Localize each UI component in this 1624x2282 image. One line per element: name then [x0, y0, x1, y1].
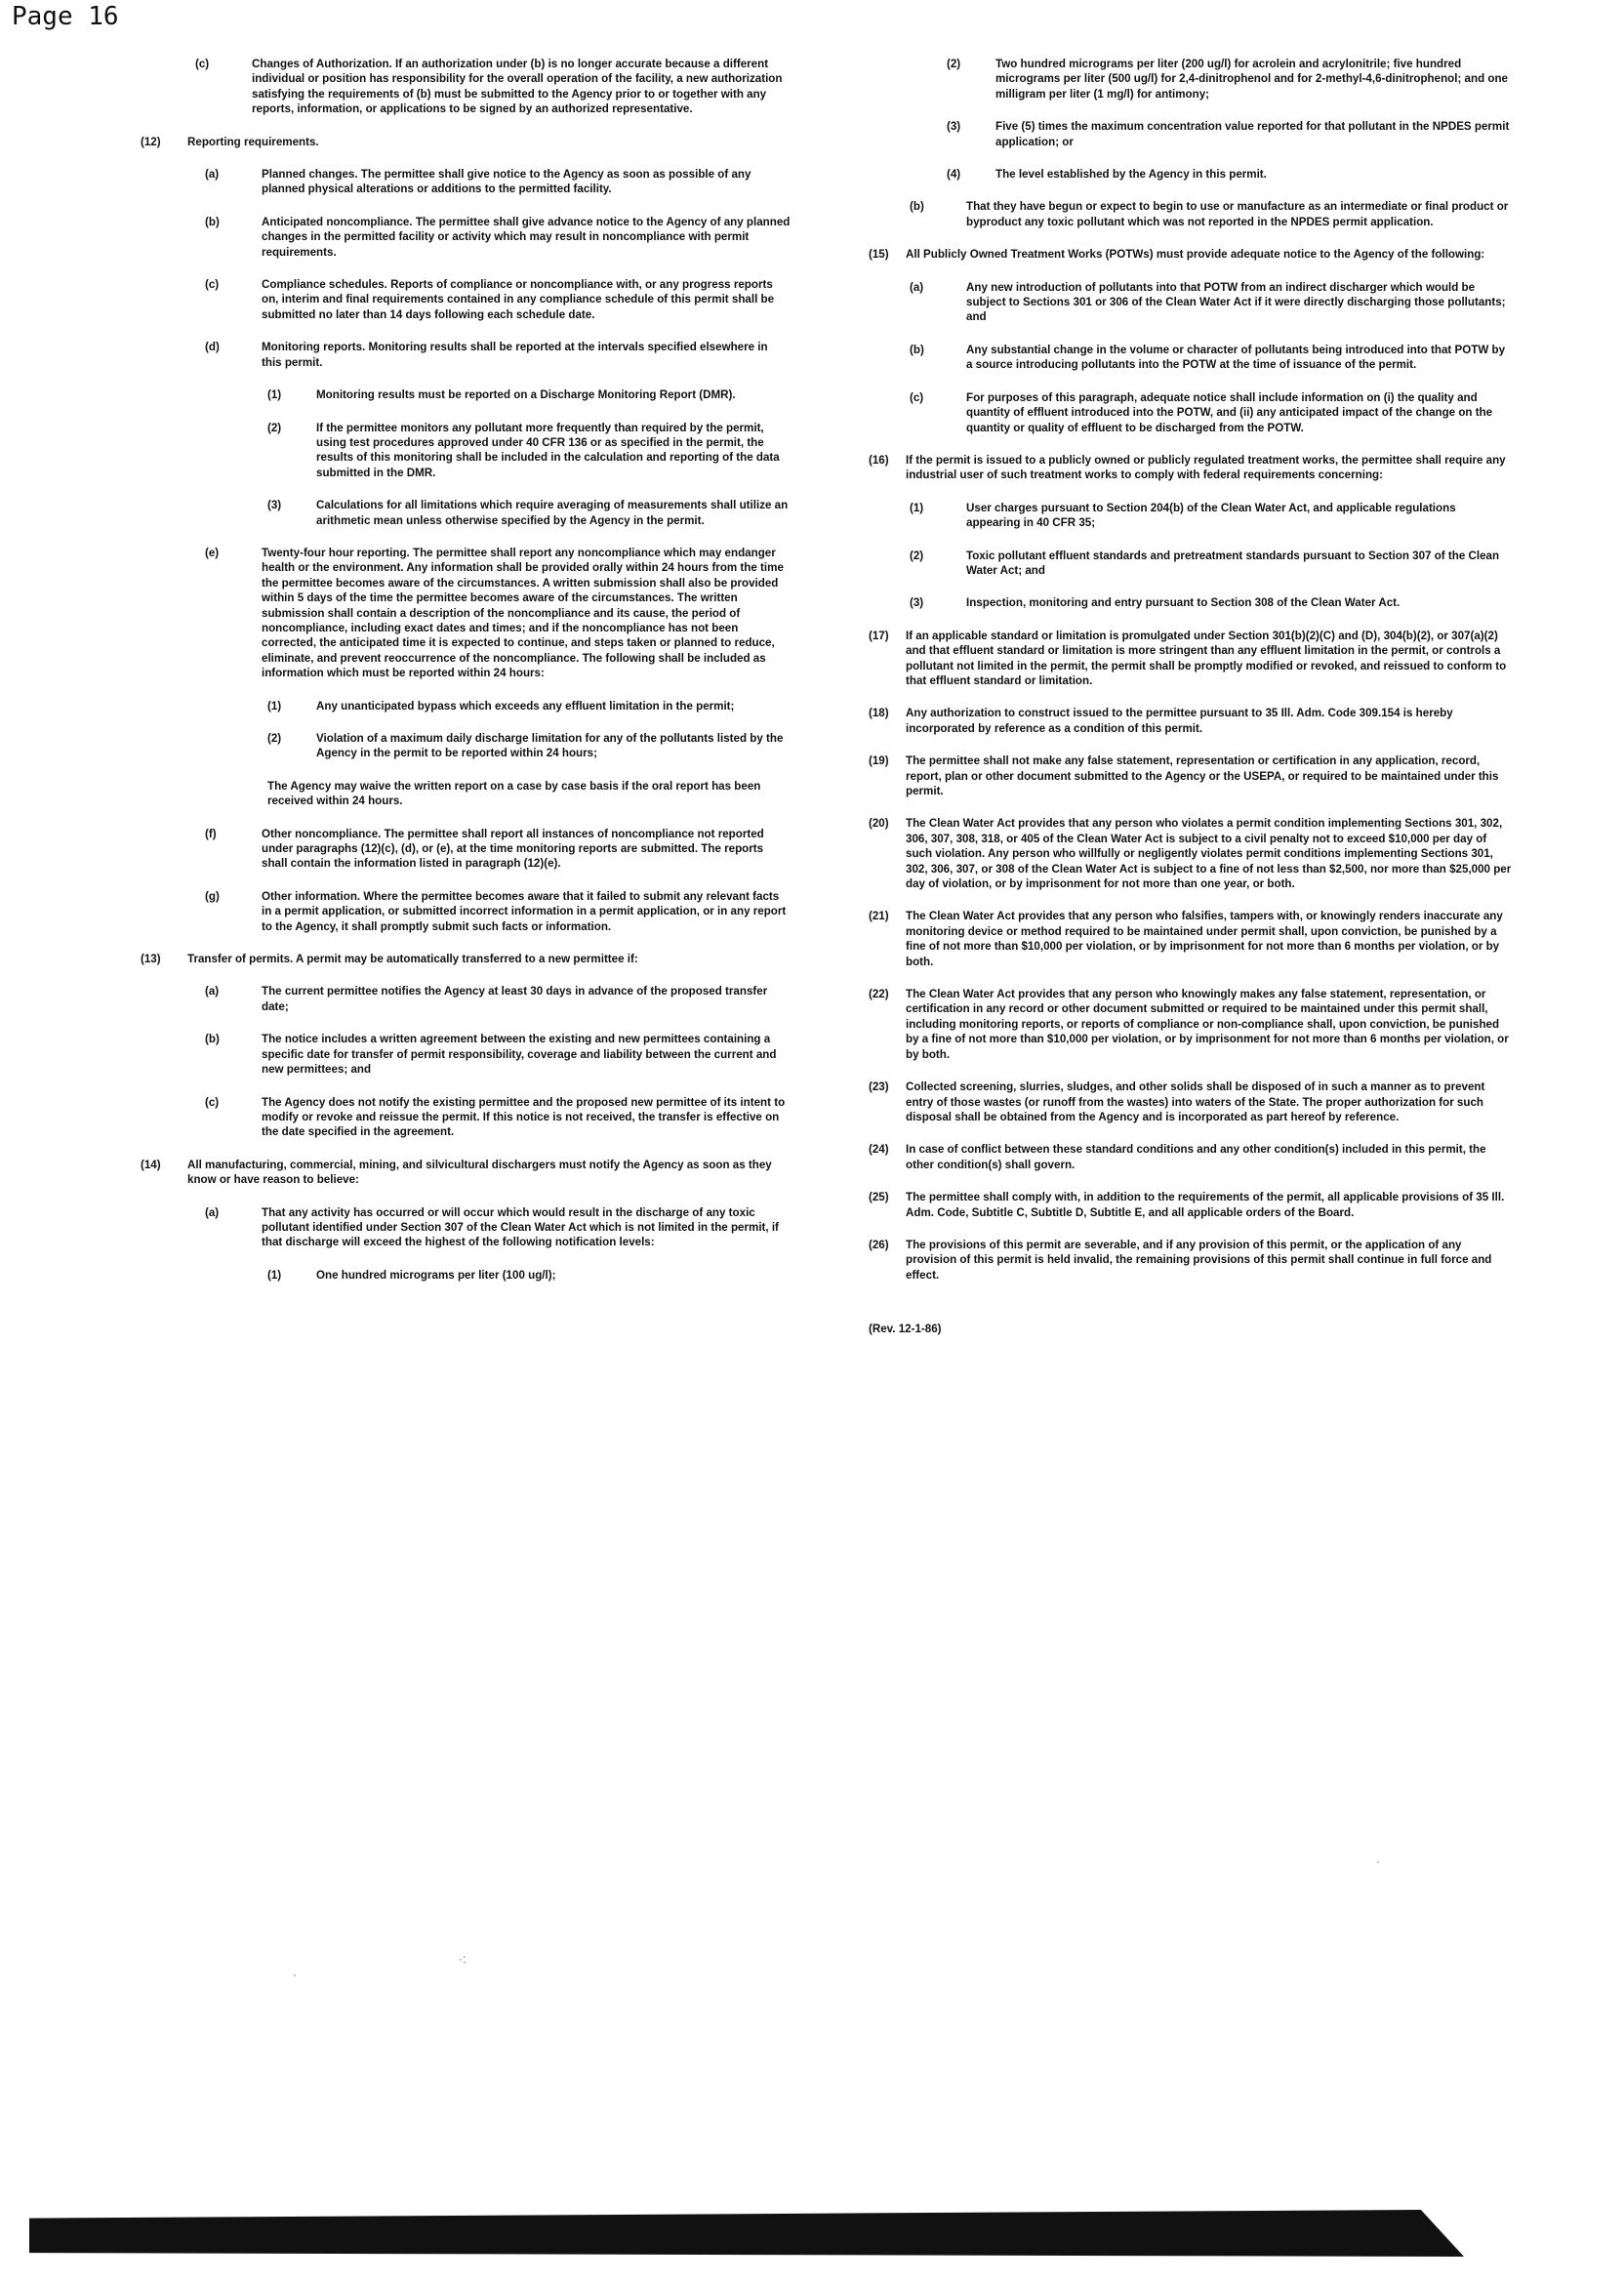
scan-speck: ·:	[459, 1952, 467, 1966]
section-12	[141, 135, 791, 149]
item-text: Any substantial change in the volume or character of pollutants being introduced into that POTW by a source introducing pollutants into the POTW at the time of issuance of the permit.	[966, 343, 1506, 372]
item-number: (3)	[267, 499, 282, 512]
item-text: In case of conflict between these standard conditions and any other condition(s) included in this permit, the other condition(s) shall govern.	[906, 1143, 1486, 1171]
item-number: (c)	[205, 278, 220, 292]
paragraph-12d	[205, 340, 791, 370]
item-number: (b)	[205, 215, 220, 228]
paragraph-13a	[205, 984, 791, 1014]
item-text: If the permittee monitors any pollutant more frequently than required by the permit, using test procedures approved under 40 CFR 136 or as specified in the permit, the results of this monitoring shall be included in the calculation and reporting of the data submitted in the DMR.	[316, 421, 780, 479]
item-number: (22)	[869, 988, 889, 1001]
paragraph-16-1	[910, 501, 1513, 531]
item-number: (25)	[869, 1191, 889, 1204]
item-text: Anticipated noncompliance. The permittee shall give advance notice to the Agency of any planned changes in the permitted facility or activity which may result in noncompliance with permit requirements.	[262, 215, 791, 259]
item-text: The Agency does not notify the existing permittee and the proposed new permittee of its intent to modify or revoke and reissue the permit. If this notice is not received, the transfer is effective on the date specified in the agreement.	[262, 1095, 786, 1139]
section-15	[869, 247, 1513, 262]
item-number: (b)	[910, 200, 924, 214]
paragraph-15a	[910, 280, 1513, 325]
paragraph-14a3	[947, 119, 1513, 149]
item-number: (2)	[947, 58, 961, 70]
item-number: (17)	[869, 629, 889, 642]
item-number: (2)	[910, 549, 924, 562]
paragraph-12d2	[267, 421, 791, 481]
item-text: Monitoring results must be reported on a Discharge Monitoring Report (DMR).	[316, 388, 736, 402]
item-text: The Clean Water Act provides that any person who violates a permit condition implementing Sections 301, 302, 306, 307, 308, 318, or 405 of the Clean Water Act is subject to a civil penalty not to exceed $10,000 per day of such violation. Any person who willfully or negligently violates permit conditions implementing Sections 301, 302, 306, 307, or 308 of the Clean Water Act is subject to a fine of not less than $2,500, nor more than $25,000 per day of violation, or by imprisonment for not more than one year, or both.	[906, 817, 1512, 891]
paragraph-14a2	[947, 57, 1513, 102]
item-number: (3)	[947, 120, 961, 134]
scan-speck: ·	[1376, 1854, 1380, 1868]
item-text: Two hundred micrograms per liter (200 ug/l) for acrolein and acrylonitrile; five hundred micrograms per liter (500 ug/l) for 2,4-dinitrophenol and for 2-methyl-4,6-dinitrophenol; and one milligram per liter (1 mg/l) for antimony;	[995, 58, 1508, 101]
item-text: Any authorization to construct issued to the permittee pursuant to 35 Ill. Adm. Code 309.154 is hereby incorporated by reference as a condition of this permit.	[906, 707, 1453, 735]
paragraph-16-2	[910, 549, 1513, 579]
item-number: (1)	[267, 699, 282, 713]
section-26	[869, 1238, 1513, 1283]
item-number: (14)	[141, 1158, 161, 1171]
item-number: (1)	[267, 388, 282, 402]
item-text: The current permittee notifies the Agency at least 30 days in advance of the proposed transfer date;	[262, 985, 768, 1013]
item-text: Other information. Where the permittee becomes aware that it failed to submit any relevant facts in a permit application, or submitted incorrect information in a permit application, or in any report to the Agency, it shall promptly submit such facts or information.	[262, 889, 787, 933]
item-number: (a)	[205, 168, 220, 182]
item-number: (24)	[869, 1143, 889, 1157]
item-text: The permittee shall not make any false statement, representation or certification in any application, record, report, plan or other document submitted to the Agency or the USEPA, or required to be maintained under this permit.	[906, 754, 1499, 797]
item-number: (12)	[141, 135, 161, 148]
item-text: Toxic pollutant effluent standards and pretreatment standards pursuant to Section 307 of the Clean Water Act; and	[966, 549, 1500, 577]
item-text: Five (5) times the maximum concentration value reported for that pollutant in the NPDES permit application; or	[995, 120, 1510, 148]
waiver-note: The Agency may waive the written report on a case by case basis if the oral report has been received within 24 hours.	[267, 779, 761, 808]
item-text: That any activity has occurred or will occur which would result in the discharge of any toxic pollutant identified under Section 307 of the Clean Water Act which is not limited in the permit, if that discharge will exceed the highest of the following notification levels:	[262, 1205, 779, 1249]
paragraph-15b	[910, 343, 1513, 373]
item-number: (20)	[869, 817, 889, 831]
item-text: If an applicable standard or limitation is promulgated under Section 301(b)(2)(C) and (D), 304(b)(2), or 307(a)(2) and that effluent standard or limitation is more stringent than any effluent limitation in the permit, or controls a pollutant not limited in the permit, the permit shall be promptly modified or revoked, and reissued to conform to that effluent standard or limitation.	[906, 629, 1507, 687]
item-text: The Clean Water Act provides that any person who knowingly makes any false statement, representation, or certification in any record or other document submitted or required to be maintained under this permit shall, including monitoring reports, or reports of compliance or non-compliance shall, upon conviction, be punished by a fine of not more than $10,000 per violation, or by imprisonment for not more than 6 months per violation, or by both.	[906, 988, 1509, 1061]
item-text: Other noncompliance. The permittee shall report all instances of noncompliance not reported under paragraphs (12)(c), (d), or (e), at the time monitoring reports are submitted. The reports shall contain the information listed in paragraph (12)(e).	[262, 827, 764, 871]
item-number: (a)	[205, 985, 220, 998]
item-text: One hundred micrograms per liter (100 ug/l);	[316, 1268, 556, 1282]
item-text: Reporting requirements.	[187, 135, 319, 148]
paragraph-12e2	[267, 731, 791, 761]
section-18	[869, 706, 1513, 736]
paragraph-12d1	[267, 387, 791, 402]
item-number: (23)	[869, 1080, 889, 1094]
paragraph-12c	[205, 277, 791, 322]
paragraph-12a	[205, 167, 791, 197]
section-14	[141, 1158, 791, 1188]
revision-date: (Rev. 12-1-86)	[869, 1323, 942, 1336]
item-text: Planned changes. The permittee shall give notice to the Agency as soon as possible of any planned physical alterations or additions to the permitted facility.	[262, 168, 751, 196]
section-24	[869, 1142, 1513, 1172]
section-21	[869, 909, 1513, 969]
scan-edge-black-bar	[29, 2210, 1464, 2257]
right-column	[869, 57, 1513, 1337]
item-text: All manufacturing, commercial, mining, and silvicultural dischargers must notify the Agency as soon as they know or have reason to believe:	[187, 1158, 772, 1187]
item-text: The level established by the Agency in this permit.	[995, 168, 1267, 182]
left-column	[141, 57, 791, 1300]
paragraph-13c	[205, 1095, 791, 1140]
item-number: (c)	[205, 1095, 220, 1109]
item-text: Changes of Authorization. If an authorization under (b) is no longer accurate because a different individual or position has responsibility for the overall operation of the facility, a new authorization satisfying the requirements of (b) must be submitted to the Agency prior to or together with any reports, information, or applications to be signed by an authorized representative.	[252, 58, 783, 116]
item-text: Transfer of permits. A permit may be automatically transferred to a new permittee if:	[187, 953, 638, 966]
item-text: Any unanticipated bypass which exceeds any effluent limitation in the permit;	[316, 699, 735, 713]
item-number: (15)	[869, 248, 889, 262]
item-number: (e)	[205, 546, 220, 559]
item-text: The provisions of this permit are severable, and if any provision of this permit, or the application of any provision of this permit is held invalid, the remaining provisions of this permit shall continue in full force and effect.	[906, 1238, 1492, 1282]
item-number: (2)	[267, 421, 282, 434]
item-number: (b)	[910, 343, 924, 356]
item-text: The notice includes a written agreement between the existing and new permittees containing a specific date for transfer of permit responsibility, coverage and liability between the current and new permittees; and	[262, 1033, 777, 1077]
paragraph-12e1	[267, 699, 791, 713]
item-text: For purposes of this paragraph, adequate notice shall include information on (i) the quality and quantity of effluent introduced into the POTW, and (ii) any anticipated impact of the change on the quantity or quality of effluent to be discharged from the POTW.	[966, 390, 1493, 434]
section-17	[869, 629, 1513, 689]
item-text: Any new introduction of pollutants into that POTW from an indirect discharger which would be subject to Sections 301 or 306 of the Clean Water Act if it were directly discharging those pollutants; and	[966, 280, 1506, 324]
item-text: Compliance schedules. Reports of compliance or noncompliance with, or any progress reports on, interim and final requirements contained in any compliance schedule of this permit shall be submitted no later than 14 days following each schedule date.	[262, 278, 775, 321]
item-number: (a)	[205, 1205, 220, 1219]
item-text: That they have begun or expect to begin to use or manufacture as an intermediate or final product or byproduct any toxic pollutant which was not reported in the NPDES permit application.	[966, 200, 1509, 228]
section-23	[869, 1080, 1513, 1124]
item-text: If the permit is issued to a publicly owned or publicly regulated treatment works, the permittee shall require any industrial user of such treatment works to comply with federal requirements concerning:	[906, 453, 1506, 482]
item-number: (26)	[869, 1238, 889, 1251]
paragraph-12g	[205, 889, 791, 934]
item-text: Monitoring reports. Monitoring results shall be reported at the intervals specified elsewhere in this permit.	[262, 341, 768, 369]
item-text: The permittee shall comply with, in addition to the requirements of the permit, all applicable provisions of 35 Ill. Adm. Code, Subtitle C, Subtitle D, Subtitle E, and all applicable orders of the Board.	[906, 1191, 1505, 1219]
paragraph-11c	[195, 57, 791, 117]
section-13	[141, 952, 791, 966]
item-text: Collected screening, slurries, sludges, and other solids shall be disposed of in such a manner as to prevent entry of those wastes (or runoff from the wastes) into waters of the State. The proper authorization for such disposal shall be obtained from the Agency and is incorporated as part hereof by reference.	[906, 1080, 1485, 1123]
paragraph-12f	[205, 827, 791, 872]
item-text: Calculations for all limitations which require averaging of measurements shall utilize an arithmetic mean unless otherwise specified by the Agency in the permit.	[316, 499, 789, 527]
item-number: (2)	[267, 732, 282, 745]
paragraph-15c	[910, 390, 1513, 435]
item-number: (1)	[267, 1268, 282, 1282]
paragraph-14a1	[267, 1268, 791, 1283]
item-text: User charges pursuant to Section 204(b) of the Clean Water Act, and applicable regulations appearing in 40 CFR 35;	[966, 501, 1456, 530]
section-16	[869, 453, 1513, 483]
paragraph-12d3	[267, 498, 791, 528]
section-25	[869, 1190, 1513, 1220]
paragraph-12e	[205, 546, 791, 681]
item-number: (a)	[910, 280, 924, 294]
item-number: (16)	[869, 453, 889, 467]
item-number: (c)	[195, 58, 210, 70]
section-19	[869, 754, 1513, 798]
item-number: (13)	[141, 953, 161, 966]
item-number: (f)	[205, 827, 217, 840]
item-text: The Clean Water Act provides that any person who falsifies, tampers with, or knowingly renders inaccurate any monitoring device or method required to be maintained under permit shall, upon conviction, be punished by a fine of not more than $10,000 per violation, or by imprisonment for not more than 6 months per violation, or by both.	[906, 910, 1503, 968]
paragraph-13b	[205, 1032, 791, 1077]
item-number: (3)	[910, 596, 924, 610]
item-number: (18)	[869, 707, 889, 720]
item-number: (d)	[205, 341, 220, 354]
item-text: All Publicly Owned Treatment Works (POTWs) must provide adequate notice to the Agency of the following:	[906, 248, 1485, 262]
item-number: (b)	[205, 1033, 220, 1046]
paragraph-14a	[205, 1205, 791, 1250]
page-number-header: Page 16	[12, 2, 119, 31]
paragraph-12b	[205, 215, 791, 260]
section-20	[869, 816, 1513, 891]
item-text: Inspection, monitoring and entry pursuant to Section 308 of the Clean Water Act.	[966, 596, 1401, 610]
item-number: (21)	[869, 910, 889, 923]
paragraph-16-3	[910, 595, 1513, 610]
paragraph-14a4	[947, 167, 1513, 182]
item-number: (g)	[205, 889, 220, 903]
item-number: (1)	[910, 501, 924, 514]
scan-speck: ·	[293, 1968, 297, 1981]
paragraph-14b	[910, 199, 1513, 229]
item-number: (4)	[947, 168, 961, 182]
item-number: (19)	[869, 754, 889, 768]
item-number: (c)	[910, 390, 924, 404]
item-text: Violation of a maximum daily discharge limitation for any of the pollutants listed by the Agency in the permit to be reported within 24 hours;	[316, 732, 784, 760]
section-22	[869, 987, 1513, 1062]
item-text: Twenty-four hour reporting. The permittee shall report any noncompliance which may endanger health or the environment. Any information shall be provided orally within 24 hours from the time the permittee becomes aware of the circumstances. A written submission shall also be provided within 5 days of the time the permittee becomes aware of the circumstances. The written submission shall contain a description of the noncompliance and its cause, the period of noncompliance, including exact dates and times; and if the noncompliance has not been corrected, the anticipated time it is expected to continue, and steps taken or planned to reduce, eliminate, and prevent reoccurrence of the noncompliance. The following shall be included as information which must be reported within 24 hours:	[262, 546, 784, 680]
